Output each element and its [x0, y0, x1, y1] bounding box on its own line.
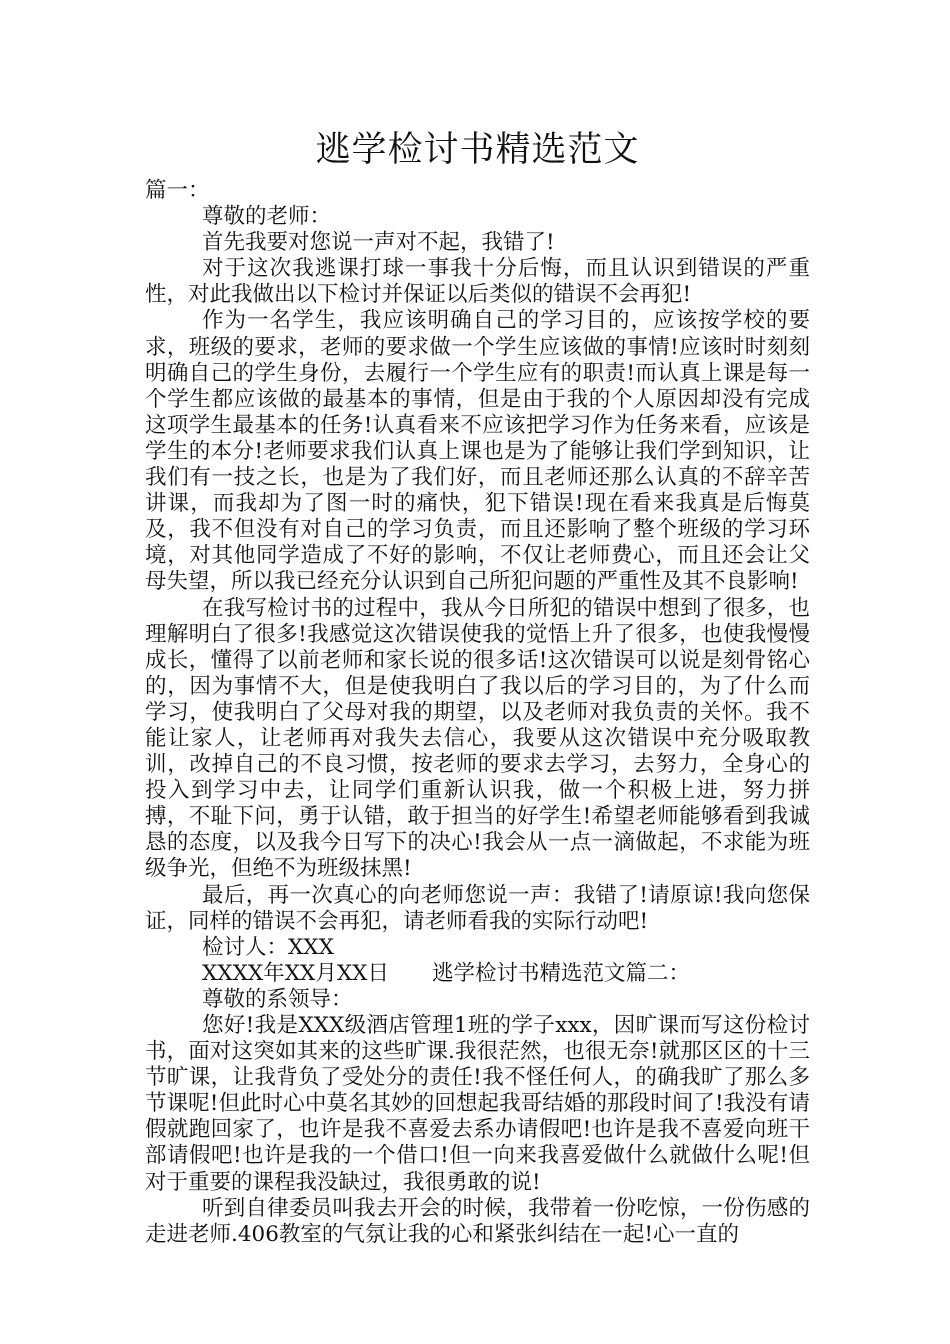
paragraph: 检讨人：XXX [202, 934, 334, 960]
paragraph: 对于这次我逃课打球一事我十分后悔，而且认识到错误的严重性，对此我做出以下检讨并保证以后类似的错误不会再犯! [145, 256, 810, 308]
paragraph: 作为一名学生，我应该明确自己的学习目的，应该按学校的要求，班级的要求，老师的要求做一个学生应该做的事情!应该时时刻刻明确自己的学生身份，去履行一个学生应有的职责!而认真上课是每一个学生都应该做的最基本的事情，但是由于我的个人原因却没有完成这项学生最基本的任务!认真看来不应该把学习作为任务来看，应该是学生的本分!老师要求我们认真上课也是为了能够让我们学到知识，让我们有一技之长，也是为了我们好，而且老师还那么认真的不辞辛苦讲课，而我却为了图一时的痛快，犯下错误!现在看来我真是后悔莫及，我不但没有对自己的学习负责，而且还影响了整个班级的学习环境，对其他同学造成了不好的影响，不仅让老师费心，而且还会让父母失望，所以我已经充分认识到自己所犯问题的严重性及其不良影响! [145, 308, 810, 595]
document-body [145, 178, 810, 1248]
paragraph: 您好!我是XXX级酒店管理1班的学子xxx，因旷课而写这份检讨书，面对这突如其来的这些旷课.我很茫然，也很无奈!就那区区的十三节旷课，让我背负了受处分的责任!我不怪任何人，的确我旷了那么多节课呢!但此时心中莫名其妙的回想起我哥结婚的那段时间了!我没有请假就跑回家了，也许是我不喜爱去系办请假吧!也许是我不喜爱向班干部请假吧!也许是我的一个借口!但一向来我喜爱做什么就做什么呢!但对于重要的课程我没缺过，我很勇敢的说! [145, 1013, 810, 1195]
paragraph: 尊敬的老师： [202, 204, 332, 230]
paragraph: XXXX年XX月XX日 逃学检讨书精选范文篇二： [202, 960, 690, 986]
paragraph: 听到自律委员叫我去开会的时候，我带着一份吃惊，一份伤感的走进老师.406教室的气氛让我的心和紧张纠结在一起!心一直的 [145, 1195, 810, 1247]
paragraph: 在我写检讨书的过程中，我从今日所犯的错误中想到了很多，也理解明白了很多!我感觉这次错误使我的觉悟上升了很多，也使我慢慢成长，懂得了以前老师和家长说的很多话!这次错误可以说是刻骨铭心的，因为事情不大，但是使我明白了我以后的学习目的，为了什么而学习，使我明白了父母对我的期望，以及老师对我负责的关怀。我不能让家人，让老师再对我失去信心，我要从这次错误中充分吸取教训，改掉自己的不良习惯，按老师的要求去学习，去努力，全身心的投入到学习中去，让同学们重新认识我，做一个积极上进，努力拼搏，不耻下问，勇于认错，敢于担当的好学生!希望老师能够看到我诚恳的态度，以及我今日写下的决心!我会从一点一滴做起，不求能为班级争光，但绝不为班级抹黑! [145, 595, 810, 882]
document-page [145, 122, 810, 1248]
paragraph: 尊敬的系领导： [202, 986, 353, 1012]
paragraph: 首先我要对您说一声对不起，我错了! [202, 230, 555, 256]
document-title: 逃学检讨书精选范文 [315, 130, 640, 170]
paragraph: 篇一： [145, 178, 210, 203]
paragraph: 最后，再一次真心的向老师您说一声：我错了!请原谅!我向您保证，同样的错误不会再犯，请老师看我的实际行动吧! [145, 882, 810, 934]
